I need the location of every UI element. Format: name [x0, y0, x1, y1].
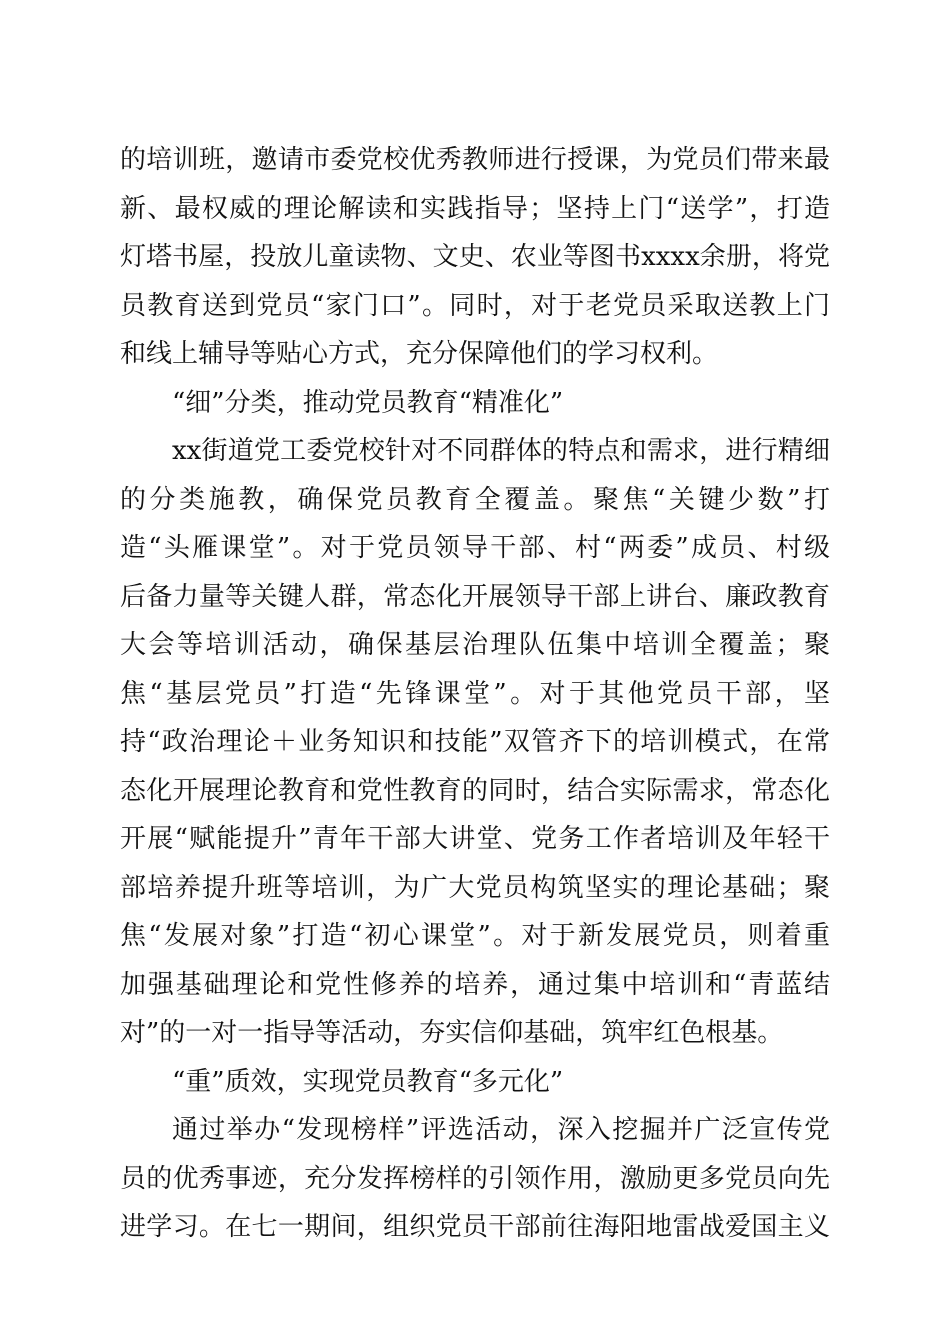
paragraph-line: 对”的一对一指导等活动，夯实信仰基础，筑牢红色根基。	[120, 1018, 784, 1048]
section-heading: “细”分类，推动党员教育“精准化”	[172, 387, 564, 418]
paragraph-line: 加强基础理论和党性修养的培养，通过集中培训和“青蓝结	[120, 969, 830, 1000]
section-heading: “重”质效，实现党员教育“多元化”	[172, 1066, 564, 1097]
document-body	[120, 136, 830, 1252]
paragraph-line: 造“头雁课堂”。对于党员领导干部、村“两委”成员、村级	[120, 533, 830, 563]
paragraph-line: 通过举办“发现榜样”评选活动，深入挖掘并广泛宣传党	[172, 1115, 830, 1145]
paragraph-line: 和线上辅导等贴心方式，充分保障他们的学习权利。	[120, 339, 719, 369]
paragraph-line: 开展“赋能提升”青年干部大讲堂、党务工作者培训及年轻干	[120, 824, 830, 854]
paragraph-line: 新、最权威的理论解读和实践指导；坚持上门“送学”，打造	[120, 193, 830, 224]
paragraph-line: 部培养提升班等培训，为广大党员构筑坚实的理论基础；聚	[120, 872, 830, 903]
paragraph-line: 员的优秀事迹，充分发挥榜样的引领作用，激励更多党员向先	[120, 1163, 830, 1194]
paragraph-line: 焦“发展对象”打造“初心课堂”。对于新发展党员，则着重	[120, 921, 830, 951]
paragraph-line: xx街道党工委党校针对不同群体的特点和需求，进行精细	[172, 436, 830, 466]
paragraph-line: 的分类施教，确保党员教育全覆盖。聚焦“关键少数”打	[120, 484, 830, 515]
paragraph-line: 员教育送到党员“家门口”。同时，对于老党员采取送教上门	[120, 290, 830, 321]
paragraph-line: 持“政治理论＋业务知识和技能”双管齐下的培训模式，在常	[120, 727, 830, 757]
paragraph-line: 灯塔书屋，投放儿童读物、文史、农业等图书xxxx余册，将党	[120, 242, 830, 272]
paragraph-line: 进学习。在七一期间，组织党员干部前往海阳地雷战爱国主义	[120, 1212, 830, 1242]
paragraph-line: 态化开展理论教育和党性教育的同时，结合实际需求，常态化	[120, 775, 830, 806]
paragraph-line: 焦“基层党员”打造“先锋课堂”。对于其他党员干部，坚	[120, 678, 830, 709]
paragraph-line: 大会等培训活动，确保基层治理队伍集中培训全覆盖；聚	[120, 630, 830, 660]
paragraph-line: 后备力量等关键人群，常态化开展领导干部上讲台、廉政教育	[120, 581, 830, 612]
paragraph-line: 的培训班，邀请市委党校优秀教师进行授课，为党员们带来最	[120, 145, 830, 175]
